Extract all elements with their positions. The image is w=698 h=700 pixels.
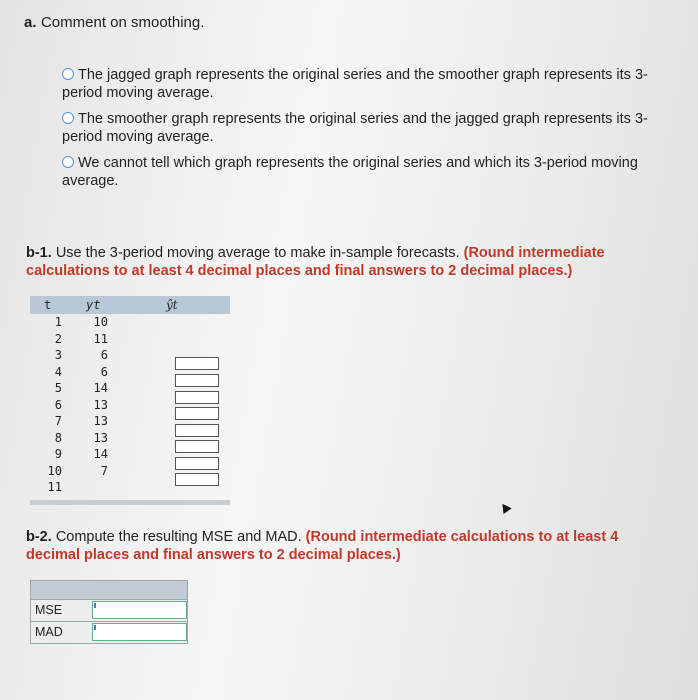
cell-t: 8 (54, 430, 62, 445)
cell-t: 11 (47, 480, 62, 494)
mse-label: MSE (35, 603, 63, 617)
forecast-input-t7[interactable] (175, 407, 219, 420)
cell-yt: 13 (93, 414, 108, 428)
cell-t: 2 (54, 331, 62, 346)
part-a-heading (24, 14, 204, 32)
forecast-input-t4[interactable] (175, 357, 219, 370)
option-1[interactable] (62, 66, 652, 102)
cell-yt: 14 (93, 381, 108, 395)
forecast-input-t5[interactable] (175, 374, 219, 387)
cell-t: 4 (54, 364, 62, 379)
mse-mad-header (30, 580, 188, 600)
header-yhat: ŷt (166, 298, 178, 312)
radio-icon[interactable] (62, 156, 74, 168)
cell-yt: 7 (100, 463, 108, 478)
radio-icon[interactable] (62, 68, 74, 80)
mad-input[interactable] (92, 623, 187, 641)
table-row (30, 314, 230, 331)
part-b2-prompt (26, 528, 666, 564)
mse-row (30, 600, 188, 622)
header-t: t (44, 298, 52, 312)
forecast-input-t8[interactable] (175, 424, 219, 437)
mse-mad-table (30, 580, 188, 644)
forecast-input-t11[interactable] (175, 473, 219, 486)
part-b1-instruction: (Round intermediate calculations to at least 4 decimal places and final answers to 2 decimal places.) (26, 245, 605, 279)
mse-input[interactable] (92, 601, 187, 619)
cell-yt: 13 (93, 430, 108, 445)
header-yt: yt (86, 298, 101, 312)
table-row (30, 331, 230, 348)
forecast-input-t6[interactable] (175, 391, 219, 404)
option-2[interactable] (62, 110, 652, 146)
mad-row (30, 622, 188, 644)
forecast-input-t10[interactable] (175, 457, 219, 470)
part-b2-prefix: b-2. (26, 529, 52, 545)
mad-label: MAD (35, 625, 63, 639)
cell-yt: 14 (93, 447, 108, 461)
option-1-label: The jagged graph represents the original series and the smoother graph represents its 3-period moving average. (62, 67, 648, 101)
cell-t: 3 (54, 348, 62, 362)
option-2-label: The smoother graph represents the original series and the jagged graph represents its 3-period moving average. (62, 111, 648, 145)
cell-yt: 6 (100, 364, 108, 379)
option-3-label: We cannot tell which graph represents the original series and which its 3-period moving average. (62, 155, 638, 189)
part-b2-instruction: (Round intermediate calculations to at least 4 decimal places and final answers to 2 decimal places.) (26, 529, 619, 563)
cell-yt: 6 (100, 348, 108, 362)
input-marker-icon (94, 603, 96, 608)
cell-t: 1 (54, 315, 62, 329)
table-header (30, 296, 230, 314)
cell-yt: 10 (93, 315, 108, 329)
table-bottom-border (30, 500, 230, 505)
part-b1-text: Use the 3-period moving average to make in-sample forecasts. (55, 245, 460, 261)
mouse-cursor-icon (498, 501, 511, 514)
cell-yt: 13 (93, 397, 108, 412)
part-b1-prompt (26, 244, 666, 280)
cell-t: 9 (54, 447, 62, 461)
input-marker-icon (94, 625, 96, 630)
cell-t: 10 (47, 463, 62, 478)
forecast-input-t9[interactable] (175, 440, 219, 453)
part-b1-prefix: b-1. (26, 245, 52, 261)
part-a-title: Comment on smoothing. (40, 14, 205, 31)
smoothing-options (62, 66, 652, 198)
part-b2-text: Compute the resulting MSE and MAD. (55, 529, 302, 545)
part-a-prefix: a. (24, 14, 37, 31)
cell-t: 7 (54, 414, 62, 428)
option-3[interactable] (62, 154, 652, 190)
cell-t: 6 (54, 397, 62, 412)
cell-yt: 11 (93, 331, 108, 346)
radio-icon[interactable] (62, 112, 74, 124)
cell-t: 5 (54, 381, 62, 395)
